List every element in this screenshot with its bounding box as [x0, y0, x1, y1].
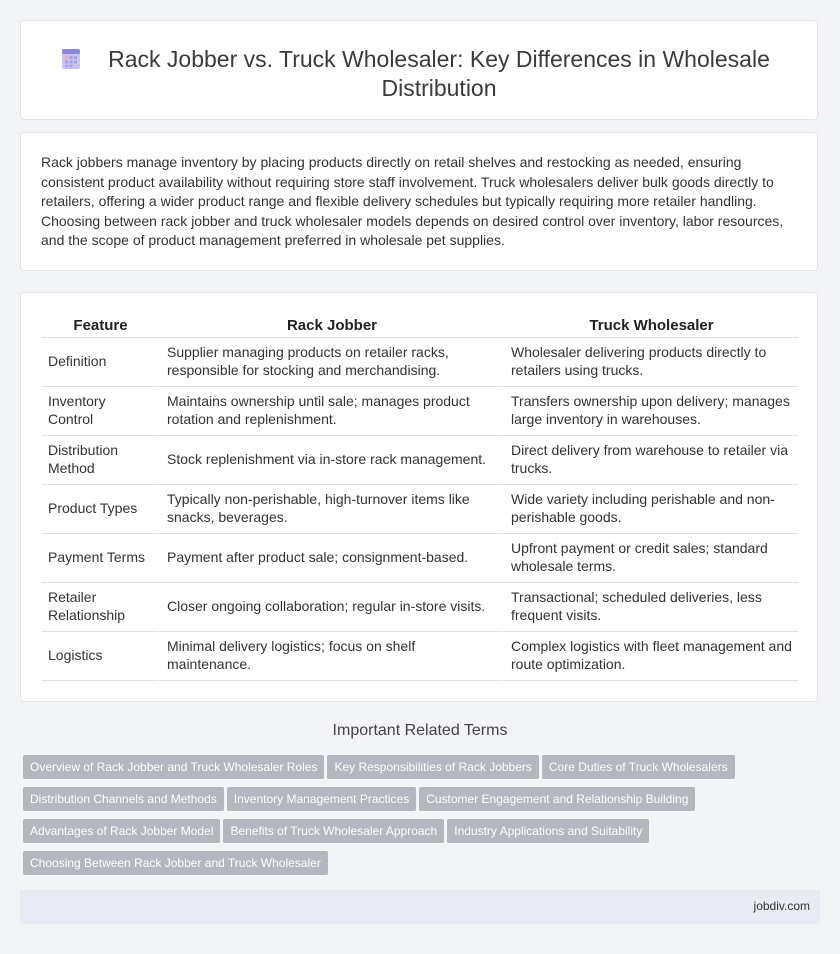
table-row: [42, 387, 798, 436]
related-terms-list: [23, 755, 813, 883]
table-row: [42, 338, 798, 387]
feature-cell: Payment Terms: [42, 534, 159, 583]
table-row: [42, 534, 798, 583]
table-row: [42, 436, 798, 485]
rack-jobber-cell: Minimal delivery logistics; focus on shelf maintenance.: [159, 632, 503, 681]
rack-jobber-cell: Payment after product sale; consignment-based.: [159, 534, 503, 583]
feature-cell: Retailer Relationship: [42, 583, 159, 632]
related-term-tag[interactable]: Distribution Channels and Methods: [23, 787, 224, 811]
header-feature: Feature: [42, 313, 159, 338]
feature-cell: Inventory Control: [42, 387, 159, 436]
related-term-tag[interactable]: Core Duties of Truck Wholesalers: [542, 755, 735, 779]
truck-wholesaler-cell: Complex logistics with fleet management and route optimization.: [503, 632, 798, 681]
rack-jobber-cell: Closer ongoing collaboration; regular in-store visits.: [159, 583, 503, 632]
truck-wholesaler-cell: Upfront payment or credit sales; standard wholesale terms.: [503, 534, 798, 583]
related-term-tag[interactable]: Choosing Between Rack Jobber and Truck Wholesaler: [23, 851, 328, 875]
footer: [20, 890, 820, 924]
rack-jobber-cell: Maintains ownership until sale; manages product rotation and replenishment.: [159, 387, 503, 436]
intro-card: [20, 132, 818, 271]
table-row: [42, 632, 798, 681]
truck-wholesaler-cell: Transfers ownership upon delivery; manages large inventory in warehouses.: [503, 387, 798, 436]
rack-jobber-cell: Typically non-perishable, high-turnover items like snacks, beverages.: [159, 485, 503, 534]
comparison-table: [42, 313, 798, 681]
header-card: [20, 20, 818, 120]
title-wrap: [21, 45, 817, 103]
related-term-tag[interactable]: Industry Applications and Suitability: [447, 819, 649, 843]
feature-cell: Logistics: [42, 632, 159, 681]
footer-site-link[interactable]: jobdiv.com: [753, 899, 810, 913]
truck-wholesaler-cell: Direct delivery from warehouse to retailer via trucks.: [503, 436, 798, 485]
page-title: Rack Jobber vs. Truck Wholesaler: Key Differences in Wholesale Distribution: [108, 46, 770, 101]
table-row: [42, 485, 798, 534]
feature-cell: Product Types: [42, 485, 159, 534]
feature-cell: Distribution Method: [42, 436, 159, 485]
header-truck-wholesaler: Truck Wholesaler: [503, 313, 798, 338]
rack-jobber-cell: Supplier managing products on retailer racks, responsible for stocking and merchandising.: [159, 338, 503, 387]
feature-cell: Definition: [42, 338, 159, 387]
document-table-icon: [59, 47, 83, 71]
comparison-card: [20, 292, 818, 702]
table-header-row: [42, 313, 798, 338]
truck-wholesaler-cell: Wholesaler delivering products directly to retailers using trucks.: [503, 338, 798, 387]
related-terms-heading: Important Related Terms: [332, 722, 508, 739]
header-rack-jobber: Rack Jobber: [159, 313, 503, 338]
related-term-tag[interactable]: Advantages of Rack Jobber Model: [23, 819, 220, 843]
truck-wholesaler-cell: Transactional; scheduled deliveries, less frequent visits.: [503, 583, 798, 632]
related-term-tag[interactable]: Customer Engagement and Relationship Building: [419, 787, 695, 811]
related-term-tag[interactable]: Overview of Rack Jobber and Truck Wholesaler Roles: [23, 755, 324, 779]
table-row: [42, 583, 798, 632]
truck-wholesaler-cell: Wide variety including perishable and non-perishable goods.: [503, 485, 798, 534]
related-term-tag[interactable]: Benefits of Truck Wholesaler Approach: [223, 819, 444, 843]
rack-jobber-cell: Stock replenishment via in-store rack management.: [159, 436, 503, 485]
related-term-tag[interactable]: Inventory Management Practices: [227, 787, 416, 811]
intro-paragraph: Rack jobbers manage inventory by placing products directly on retail shelves and restocking as needed, ensuring consistent product availability without requiring store staff involvement. Truck wholesalers deliver bulk goods directly to retailers, offering a wider product range and flexible delivery schedules but typically requiring more retailer handling. Choosing between rack jobber and truck wholesaler models depends on desired control over inventory, labor resources, and the scope of product management preferred in wholesale pet supplies.: [41, 154, 784, 248]
related-term-tag[interactable]: Key Responsibilities of Rack Jobbers: [327, 755, 538, 779]
